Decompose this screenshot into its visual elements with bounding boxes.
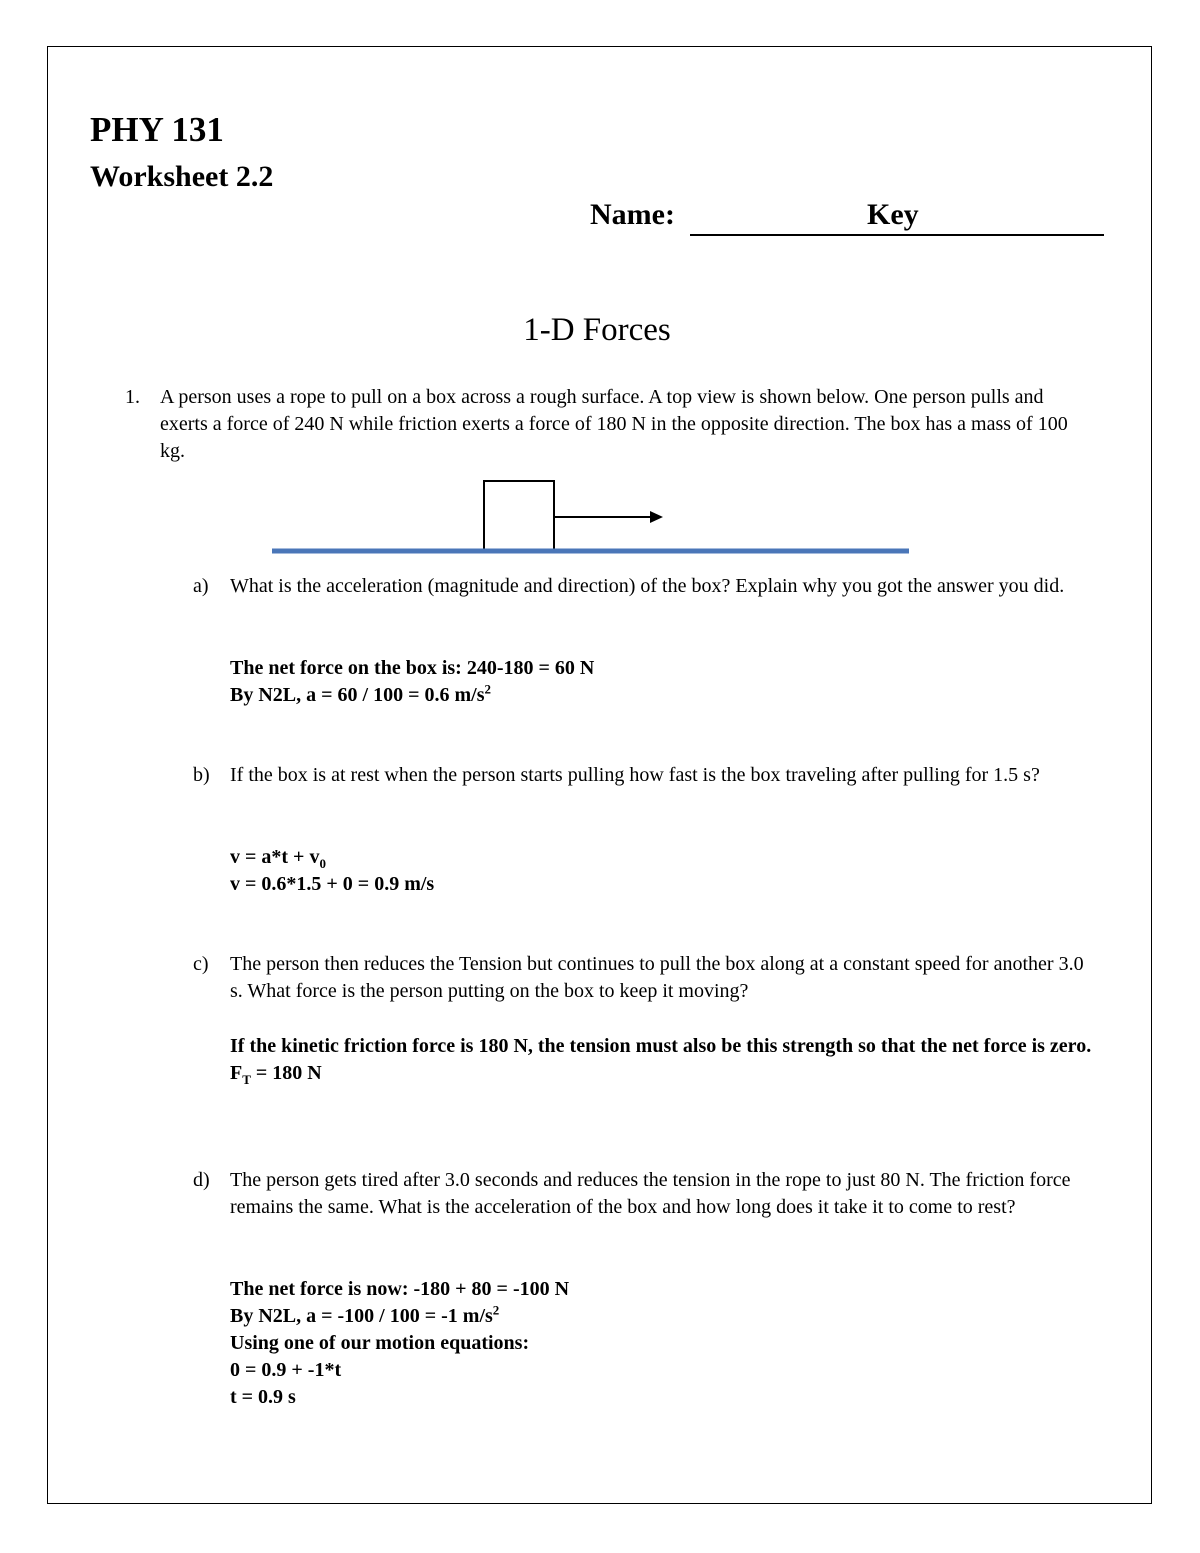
part-b-answer <box>230 844 1110 898</box>
part-a-answer <box>230 655 1110 709</box>
part-a-letter: a) <box>193 575 209 597</box>
part-a-answer-line2 <box>230 682 1110 709</box>
name-value: Key <box>867 198 919 231</box>
section-title-text: 1-D Forces <box>523 312 671 348</box>
force-diagram <box>270 478 915 558</box>
section-title <box>0 314 1200 347</box>
name-underline <box>690 234 1104 236</box>
part-b-answer-subscript: 0 <box>319 856 326 871</box>
worksheet-title: Worksheet 2.2 <box>90 160 274 193</box>
name-field <box>590 200 1105 238</box>
course-title: PHY 131 <box>90 110 224 149</box>
part-a-question: What is the acceleration (magnitude and direction) of the box? Explain why you got the answer you did. <box>230 575 1065 597</box>
part-c-question: The person then reduces the Tension but continues to pull the box along at a constant speed for another 3.0 s. What force is the person putting on the box to keep it moving? <box>230 953 1084 1002</box>
part-d-question: The person gets tired after 3.0 seconds and reduces the tension in the rope to just 80 N. The friction force remains the same. What is the acceleration of the box and how long does it take it to come to rest? <box>230 1169 1071 1218</box>
part-a-answer-line2-text: By N2L, a = 60 / 100 = 0.6 m/s <box>230 684 485 706</box>
part-c-answer-f-value: = 180 N <box>250 1062 322 1084</box>
part-b-answer-line1-text: v = a*t + v <box>230 846 320 868</box>
box <box>484 481 554 550</box>
force-arrow-head <box>650 511 663 523</box>
part-d-answer-line2-text: By N2L, a = -100 / 100 = -1 m/s <box>230 1305 493 1327</box>
part-c-letter: c) <box>193 953 209 975</box>
part-d-answer-line4: 0 = 0.9 + -1*t <box>230 1359 342 1381</box>
part-a-answer-exponent: 2 <box>484 681 491 697</box>
part-d-answer-line2 <box>230 1303 1110 1330</box>
part-d-answer-line3: Using one of our motion equations: <box>230 1332 530 1354</box>
part-d-answer <box>230 1276 1110 1411</box>
part-c-answer <box>230 1033 1110 1087</box>
part-c-answer-f-subscript: T <box>242 1072 251 1087</box>
part-b-letter: b) <box>193 764 210 786</box>
part-b-answer-line2: v = 0.6*1.5 + 0 = 0.9 m/s <box>230 873 435 895</box>
part-c-answer-force <box>230 1060 1110 1087</box>
part-d-answer-line5: t = 0.9 s <box>230 1386 296 1408</box>
part-d-answer-line1: The net force is now: -180 + 80 = -100 N <box>230 1278 570 1300</box>
part-b-question: If the box is at rest when the person starts pulling how fast is the box traveling after pulling for 1.5 s? <box>230 764 1040 786</box>
part-c-answer-text: If the kinetic friction force is 180 N, the tension must also be this strength so that the net force is zero. <box>230 1035 1092 1057</box>
part-d-answer-exponent: 2 <box>492 1302 500 1318</box>
part-d-letter: d) <box>193 1169 210 1191</box>
part-a-answer-line1: The net force on the box is: 240-180 = 60 N <box>230 657 595 679</box>
part-c-answer-f: F <box>230 1062 243 1084</box>
question-number: 1. <box>125 386 140 408</box>
part-b-answer-line1 <box>230 844 1110 871</box>
name-label: Name: <box>590 198 675 231</box>
question-text: A person uses a rope to pull on a box across a rough surface. A top view is shown below. One person pulls and exerts a force of 240 N while friction exerts a force of 180 N in the opposite direction. The box has a mass of 100 kg. <box>160 386 1068 462</box>
